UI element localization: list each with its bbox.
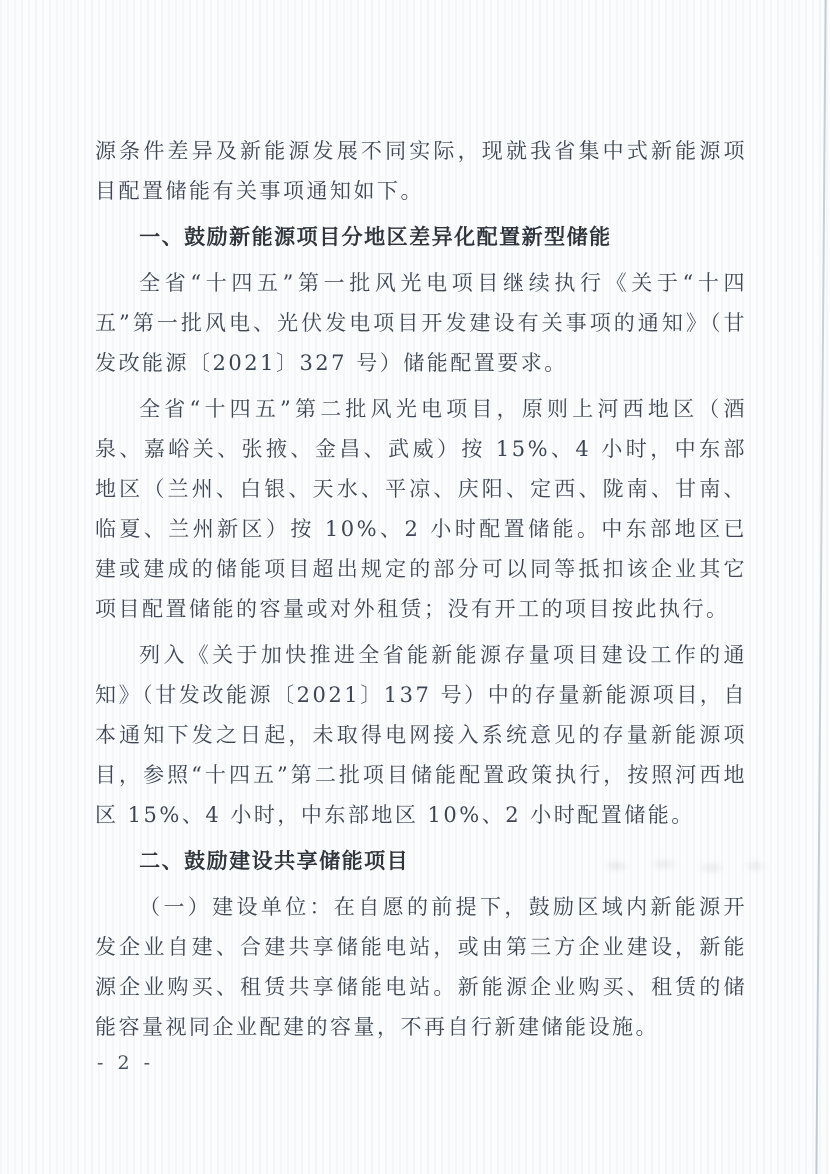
section-heading-1: 一、鼓励新能源项目分地区差异化配置新型储能 [139,225,612,249]
section-heading-2: 二、鼓励建设共享储能项目 [139,849,410,873]
document-body [95,131,747,1053]
page-number: - 2 - [97,1052,155,1074]
paragraph-second-batch-policy: 全省“十四五”第二批风光电项目，原则上河西地区（酒泉、嘉峪关、张掖、金昌、武威）按 15%、4 小时，中东部地区（兰州、白银、天水、平凉、庆阳、定西、陇南、甘南、临夏、兰州新区）按 10%、2 小时配置储能。中东部地区已建或建成的储能项目超出规定的部分可以同等抵扣该企业其它项目配置储能的容量或对外租赁；没有开工的项目按此执行。 [95,397,747,621]
ink-bleedthrough-artifact [588,848,778,884]
paragraph-intro-continued: 源条件差异及新能源发展不同实际，现就我省集中式新能源项目配置储能有关事项通知如下。 [95,139,747,203]
scan-page-edge-line [815,0,826,1174]
paragraph-stock-projects-policy: 列入《关于加快推进全省能新能源存量项目建设工作的通知》（甘发改能源〔2021〕137 号）中的存量新能源项目，自本通知下发之日起，未取得电网接入系统意见的存量新能源项目，参照“十四五”第二批项目储能配置政策执行，按照河西地区 15%、4 小时，中东部地区 10%、2 小时配置储能。 [95,643,747,827]
paragraph-first-batch-policy: 全省“十四五”第一批风光电项目继续执行《关于“十四五”第一批风电、光伏发电项目开发建设有关事项的通知》（甘发改能源〔2021〕327 号）储能配置要求。 [95,271,747,375]
paragraph-shared-storage-construction: （一）建设单位：在自愿的前提下，鼓励区域内新能源开发企业自建、合建共享储能电站，或由第三方企业建设，新能源企业购买、租赁共享储能电站。新能源企业购买、租赁的储能容量视同企业配建的容量，不再自行新建储能设施。 [95,895,747,1039]
